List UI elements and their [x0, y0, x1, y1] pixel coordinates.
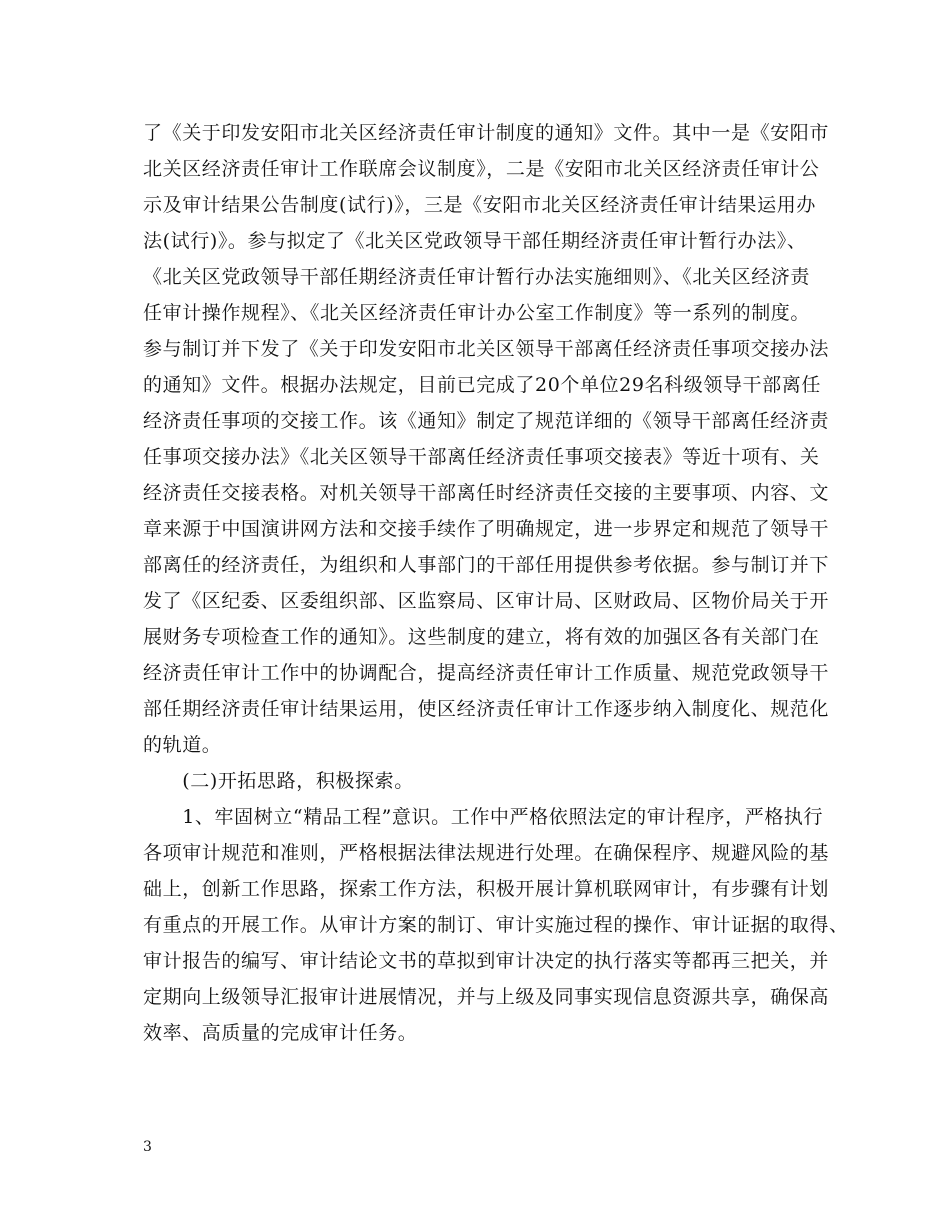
text-line: 经济责任事项的交接工作。该《通知》制定了规范详细的《领导干部离任经济责	[143, 410, 830, 432]
text-line: 审计报告的编写、审计结论文书的草拟到审计决定的执行落实等都再三把关，并	[143, 950, 830, 972]
text-line: 参与制订并下发了《关于印发安阳市北关区领导干部离任经济责任事项交接办法	[143, 338, 830, 360]
text-line: 任审计操作规程》、《北关区经济责任审计办公室工作制度》等一系列的制度。	[143, 302, 811, 324]
text-line: 了《关于印发安阳市北关区经济责任审计制度的通知》文件。其中一是《安阳市	[143, 122, 830, 144]
page-number: 3	[143, 1139, 152, 1155]
body-text	[143, 115, 849, 1051]
text-line: 的轨道。	[143, 734, 222, 756]
text-line: 经济责任审计工作中的协调配合，提高经济责任审计工作质量、规范党政领导干	[143, 662, 830, 684]
text-line: 章来源于中国演讲网方法和交接手续作了明确规定，进一步界定和规范了领导干	[143, 518, 830, 540]
text-line: 1、牢固树立“精品工程”意识。工作中严格依照法定的审计程序，严格执行	[143, 806, 824, 828]
text-line: 北关区经济责任审计工作联席会议制度》，二是《安阳市北关区经济责任审计公	[143, 158, 820, 180]
text-line: 展财务专项检查工作的通知》。这些制度的建立，将有效的加强区各有关部门在	[143, 626, 820, 648]
text-line: 效率、高质量的完成审计任务。	[143, 1022, 418, 1044]
section-heading: (二)开拓思路，积极探索。	[143, 770, 414, 792]
text-line: 的通知》文件。根据办法规定，目前已完成了20个单位29名科级领导干部离任	[143, 374, 821, 396]
text-line: 示及审计结果公告制度(试行)》，三是《安阳市北关区经济责任审计结果运用办	[143, 194, 816, 216]
text-line: 《北关区党政领导干部任期经济责任审计暂行办法实施细则》、《北关区经济责	[143, 266, 811, 288]
text-line: 有重点的开展工作。从审计方案的制订、审计实施过程的操作、审计证据的取得、	[143, 914, 849, 936]
text-line: 部离任的经济责任，为组织和人事部门的干部任用提供参考依据。参与制订并下	[143, 554, 830, 576]
text-line: 部任期经济责任审计结果运用，使区经济责任审计工作逐步纳入制度化、规范化	[143, 698, 830, 720]
text-line: 发了《区纪委、区委组织部、区监察局、区审计局、区财政局、区物价局关于开	[143, 590, 830, 612]
text-line: 任事项交接办法》《北关区领导干部离任经济责任事项交接表》等近十项有、关	[143, 446, 820, 468]
text-line: 各项审计规范和准则，严格根据法律法规进行处理。在确保程序、规避风险的基	[143, 842, 830, 864]
text-line: 经济责任交接表格。对机关领导干部离任时经济责任交接的主要事项、内容、文	[143, 482, 830, 504]
text-line: 定期向上级领导汇报审计进展情况，并与上级及同事实现信息资源共享，确保高	[143, 986, 830, 1008]
text-line: 法(试行)》。参与拟定了《北关区党政领导干部任期经济责任审计暂行办法》、	[143, 230, 807, 252]
text-line: 础上，创新工作思路，探索工作方法，积极开展计算机联网审计，有步骤有计划	[143, 878, 830, 900]
